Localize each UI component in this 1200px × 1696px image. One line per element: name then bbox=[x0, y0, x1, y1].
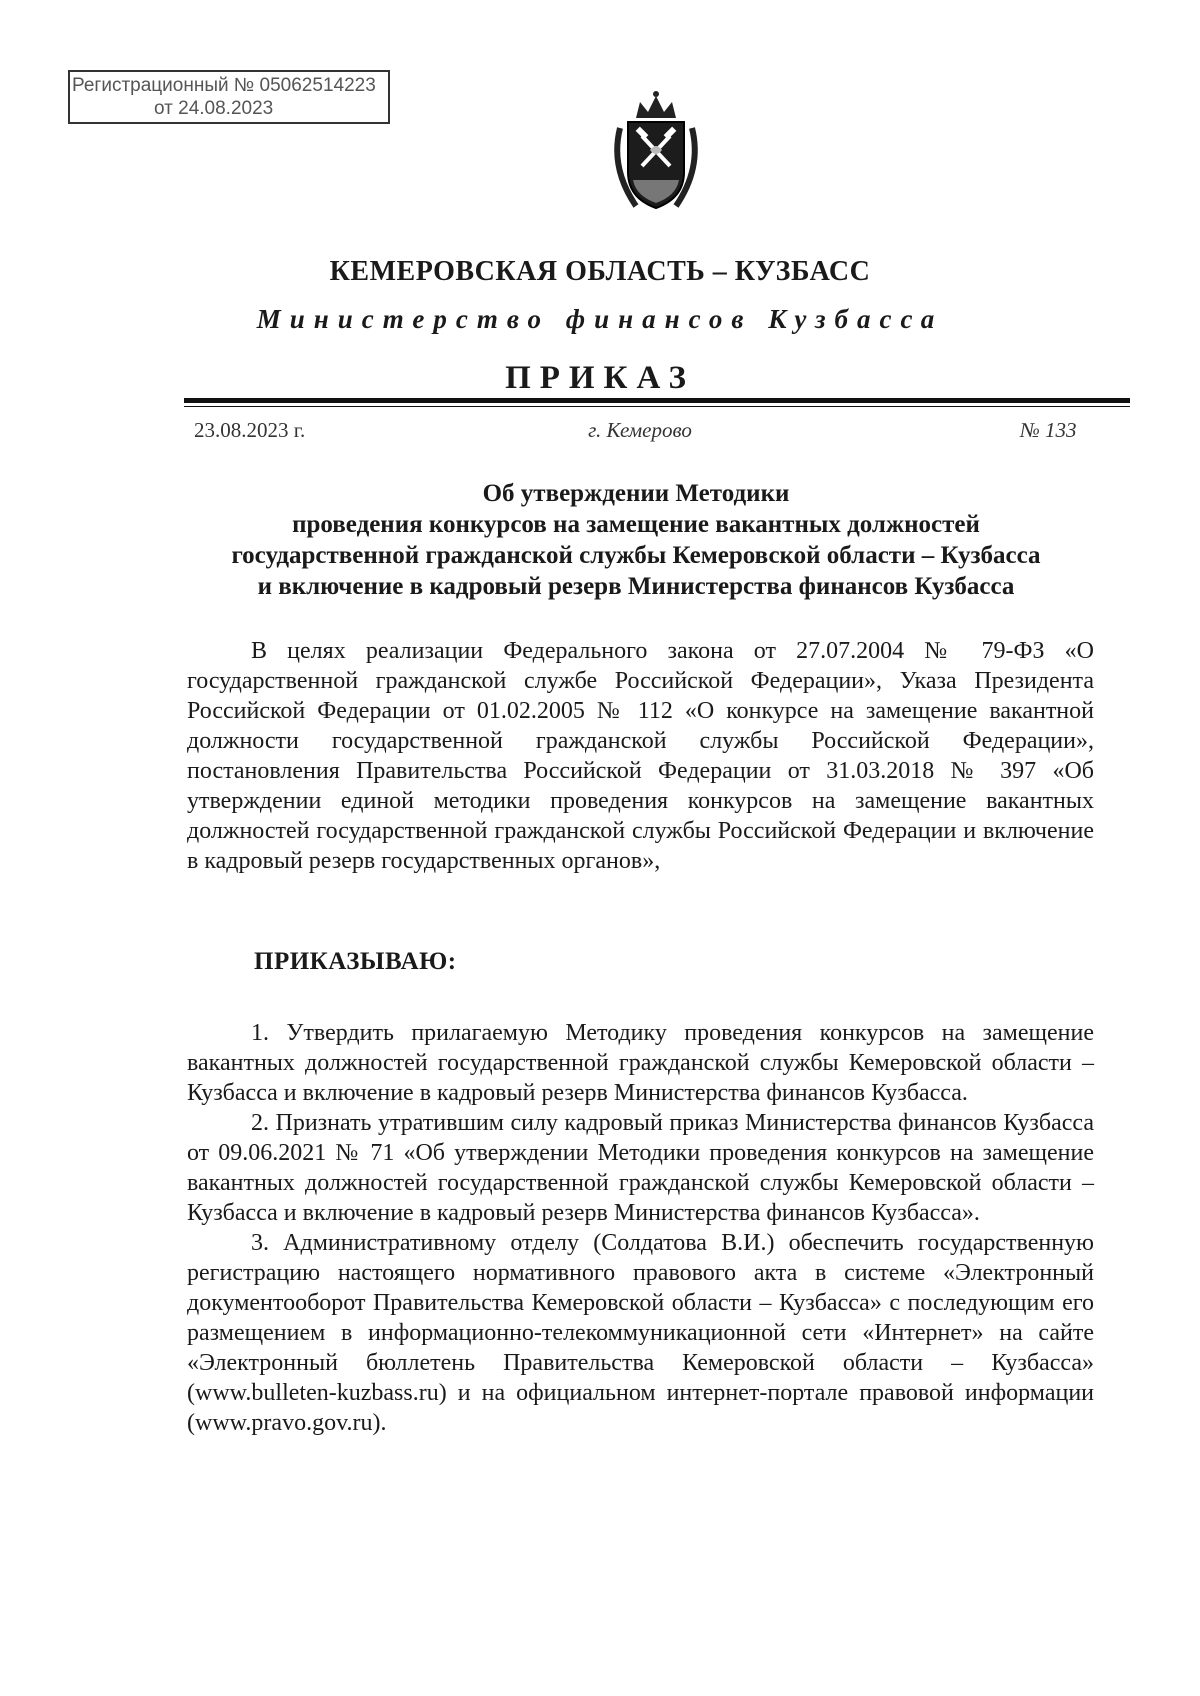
order-item: 3. Административному отделу (Солдатова В.И.) обеспечить государственную регистрацию настоящего нормативного правового акта в системе «Электронный документооборот Правительства Кемеровской области – Кузбасса» с последующим его размещением в информационно-телекоммуникационной сети «Интернет» на сайте «Электронный бюллетень Правительства Кемеровской области – Кузбасса» (www.bulleten-kuzbass.ru) и на официальном интернет-портале правовой информации (www.pravo.gov.ru). bbox=[187, 1230, 1094, 1436]
order-directive: ПРИКАЗЫВАЮ: bbox=[254, 948, 457, 975]
kuzbass-coat-of-arms-icon bbox=[606, 88, 706, 218]
order-number: № 133 bbox=[1020, 418, 1077, 442]
header-divider-thin bbox=[184, 406, 1130, 407]
order-item: 2. Признать утратившим силу кадровый приказ Министерства финансов Кузбасса от 09.06.2021 № 71 «Об утверждении Методики проведения конкурсов на замещение вакантных должностей государственной гражданской службы Кемеровской области – Кузбасса и включение в кадровый резерв Министерства финансов Кузбасса». bbox=[187, 1110, 1094, 1226]
order-city: г. Кемерово bbox=[588, 418, 692, 442]
order-items bbox=[187, 1018, 1094, 1438]
preamble-section bbox=[187, 636, 1094, 876]
registration-stamp bbox=[68, 70, 390, 124]
order-title bbox=[0, 478, 1200, 602]
order-date: 23.08.2023 г. bbox=[194, 418, 306, 442]
order-item: 1. Утвердить прилагаемую Методику проведения конкурсов на замещение вакантных должностей государственной гражданской службы Кемеровской области – Кузбасса и включение в кадровый резерв Министерства финансов Кузбасса. bbox=[187, 1020, 1094, 1106]
title-line: Об утверждении Методики bbox=[482, 480, 790, 507]
title-line: и включение в кадровый резерв Министерства финансов Кузбасса bbox=[257, 573, 1015, 600]
registration-number: Регистрационный № 05062514223 bbox=[72, 75, 376, 96]
registration-date: от 24.08.2023 bbox=[154, 98, 274, 119]
preamble-paragraph: В целях реализации Федерального закона от 27.07.2004 № 79-ФЗ «О государственной гражданской службе Российской Федерации», Указа Президента Российской Федерации от 01.02.2005 № 112 «О конкурсе на замещение вакантной должности государственной гражданской службы Российской Федерации», постановления Правительства Российской Федерации от 31.03.2018 № 397 «Об утверждении единой методики проведения конкурсов на замещение вакантных должностей государственной гражданской службы Российской Федерации и включение в кадровый резерв государственных органов», bbox=[187, 638, 1094, 874]
document-type: ПРИКАЗ bbox=[505, 360, 695, 396]
title-line: проведения конкурсов на замещение вакантных должностей bbox=[292, 511, 980, 538]
ministry-heading: Министерство финансов Кузбасса bbox=[256, 304, 944, 334]
title-line: государственной гражданской службы Кемеровской области – Кузбасса bbox=[231, 542, 1041, 569]
header-divider-thick bbox=[184, 398, 1130, 403]
region-heading: КЕМЕРОВСКАЯ ОБЛАСТЬ – КУЗБАСС bbox=[329, 256, 871, 287]
